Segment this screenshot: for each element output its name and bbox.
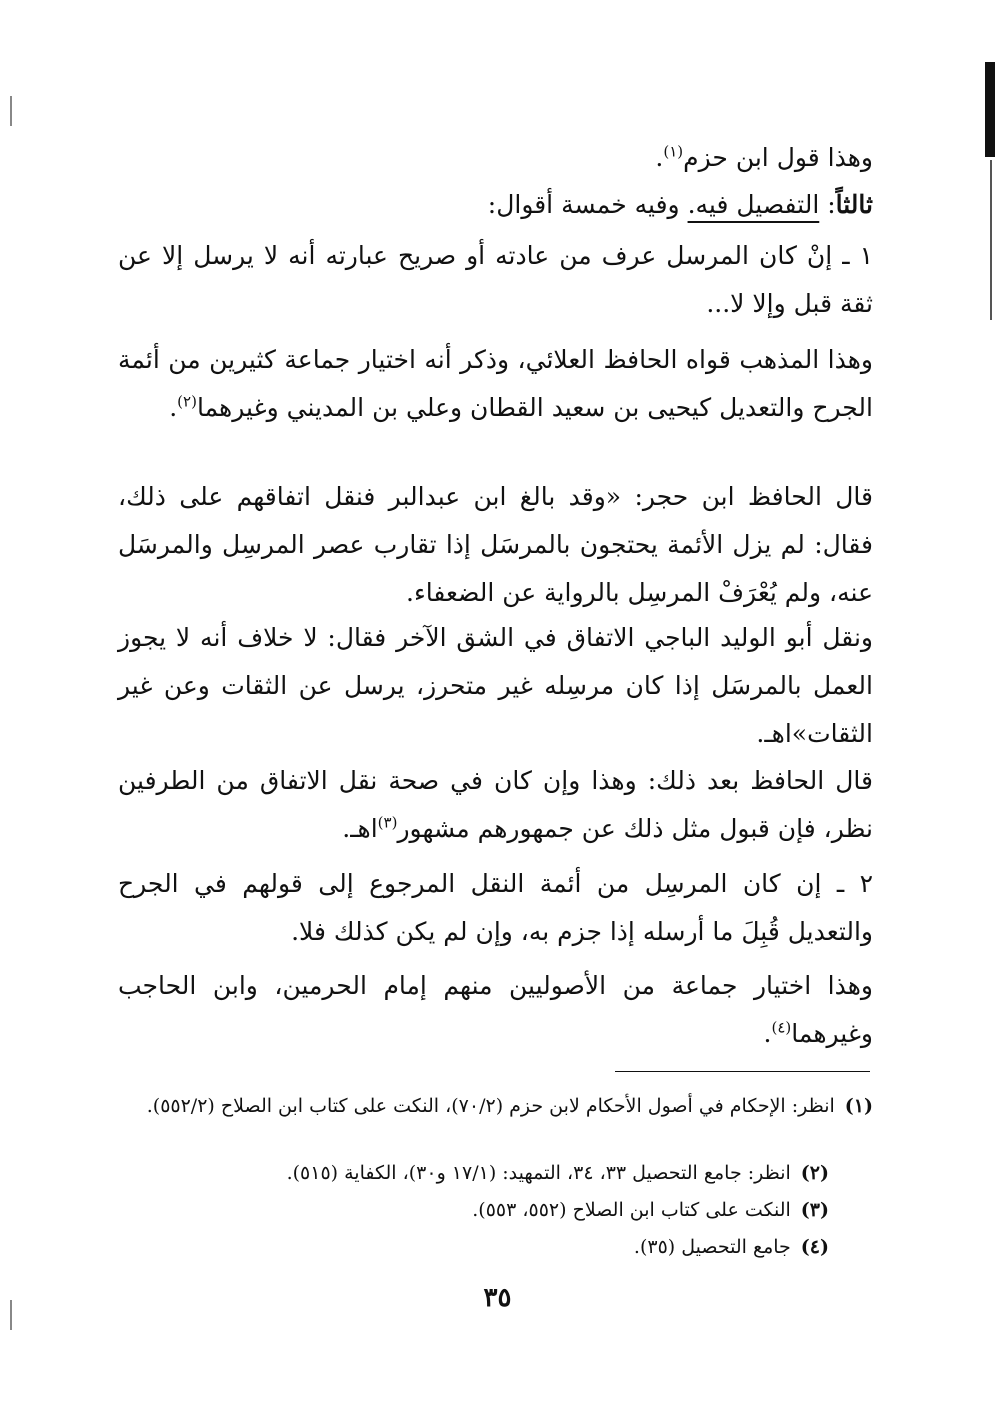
paragraph-8: ٢ ـ إن كان المرسِل من أئمة النقل المرجوع إلى قولهم في الجرح والتعديل قُبِلَ ما أرسله إذا جزم به، وإن لم يكن كذلك فلا. [118,869,873,946]
scan-edge-line [990,160,992,320]
paragraph-1 [118,134,873,182]
page-number: ٣٥ [483,1283,512,1313]
scan-edge-mark [985,62,995,157]
heading-rest: وفيه خمسة أقوال: [487,190,688,219]
footnote-text: جامع التحصيل (٣٥). [633,1236,791,1258]
footnote-separator [615,1071,870,1072]
paragraph-end: . [763,1019,772,1048]
section-heading-third [118,181,873,229]
paragraph-text: وهذا المذهب قواه الحافظ العلائي، وذكر أنه اختيار جماعة كثيرين من أئمة الجرح والتعديل كيحيى بن سعيد القطان وعلي بن المديني وغيرهما [118,345,873,422]
footnote-number: (٤) [800,1236,829,1258]
footnote-2 [118,1156,873,1190]
paragraph-text: قال الحافظ بعد ذلك: وهذا وإن كان في صحة نقل الاتفاق من الطرفين نظر، فإن قبول مثل ذلك عن جمهورهم مشهور [118,766,873,843]
footnote-text: انظر: جامع التحصيل ٣٣، ٣٤، التمهيد: (١٧/١ و٣٠)، الكفاية (٥١٥). [286,1162,791,1184]
scan-edge-tick [10,1300,12,1330]
footnote-ref-4: (٤) [771,1018,792,1037]
heading-colon: : [819,190,836,219]
footnote-ref-2: (٢) [177,392,197,411]
paragraph-5: قال الحافظ ابن حجر: «وقد بالغ ابن عبدالبر فنقل اتفاقهم على ذلك، فقال: لم يزل الأئمة يحتجون بالمرسَل إذا تقارب عصر المرسِل والمرسَل عنه، ولم يُعْرَفْ المرسِل بالرواية عن الضعفاء. [118,482,873,607]
paragraph-text: وهذا قول ابن حزم [683,143,873,172]
heading-label: ثالثاً [835,190,873,219]
footnote-4 [118,1230,873,1264]
footnote-ref-3: (٣) [377,813,398,832]
paragraph-end: . [655,143,664,172]
heading-underlined-title: التفصيل فيه. [687,190,820,219]
paragraph-9 [118,962,873,1058]
footnote-text: انظر: الإحكام في أصول الأحكام لابن حزم (٧٠/٢)، النكت على كتاب ابن الصلاح (٥٥٢/٢). [146,1095,835,1117]
paragraph-4 [118,336,873,432]
paragraph-6: ونقل أبو الوليد الباجي الاتفاق في الشق الآخر فقال: لا خلاف أنه لا يجوز العمل بالمرسَل إذا كان مرسِله غير متحرز، يرسل عن الثقات وعن غير الثقات»اهـ. [118,623,874,748]
footnote-number: (٣) [800,1199,829,1221]
footnote-number: (١) [844,1095,873,1117]
paragraph-end: . [169,393,178,422]
scan-edge-tick [10,96,12,126]
paragraph-3: ١ ـ إنْ كان المرسل عرف من عادته أو صريح عبارته أنه لا يرسل إلا عن ثقة قبل وإلا لا... [118,241,873,318]
paragraph-end: اهـ. [342,814,378,843]
footnote-1 [118,1089,873,1123]
paragraph-7 [118,757,873,853]
footnote-number: (٢) [800,1162,829,1184]
footnote-text: النكت على كتاب ابن الصلاح (٥٥٢، ٥٥٣). [472,1199,791,1221]
footnote-3 [118,1193,873,1227]
paragraph-text: وهذا اختيار جماعة من الأصوليين منهم إمام الحرمين، وابن الحاجب وغيرهما [118,971,873,1048]
footnote-ref-1: (١) [663,142,684,161]
